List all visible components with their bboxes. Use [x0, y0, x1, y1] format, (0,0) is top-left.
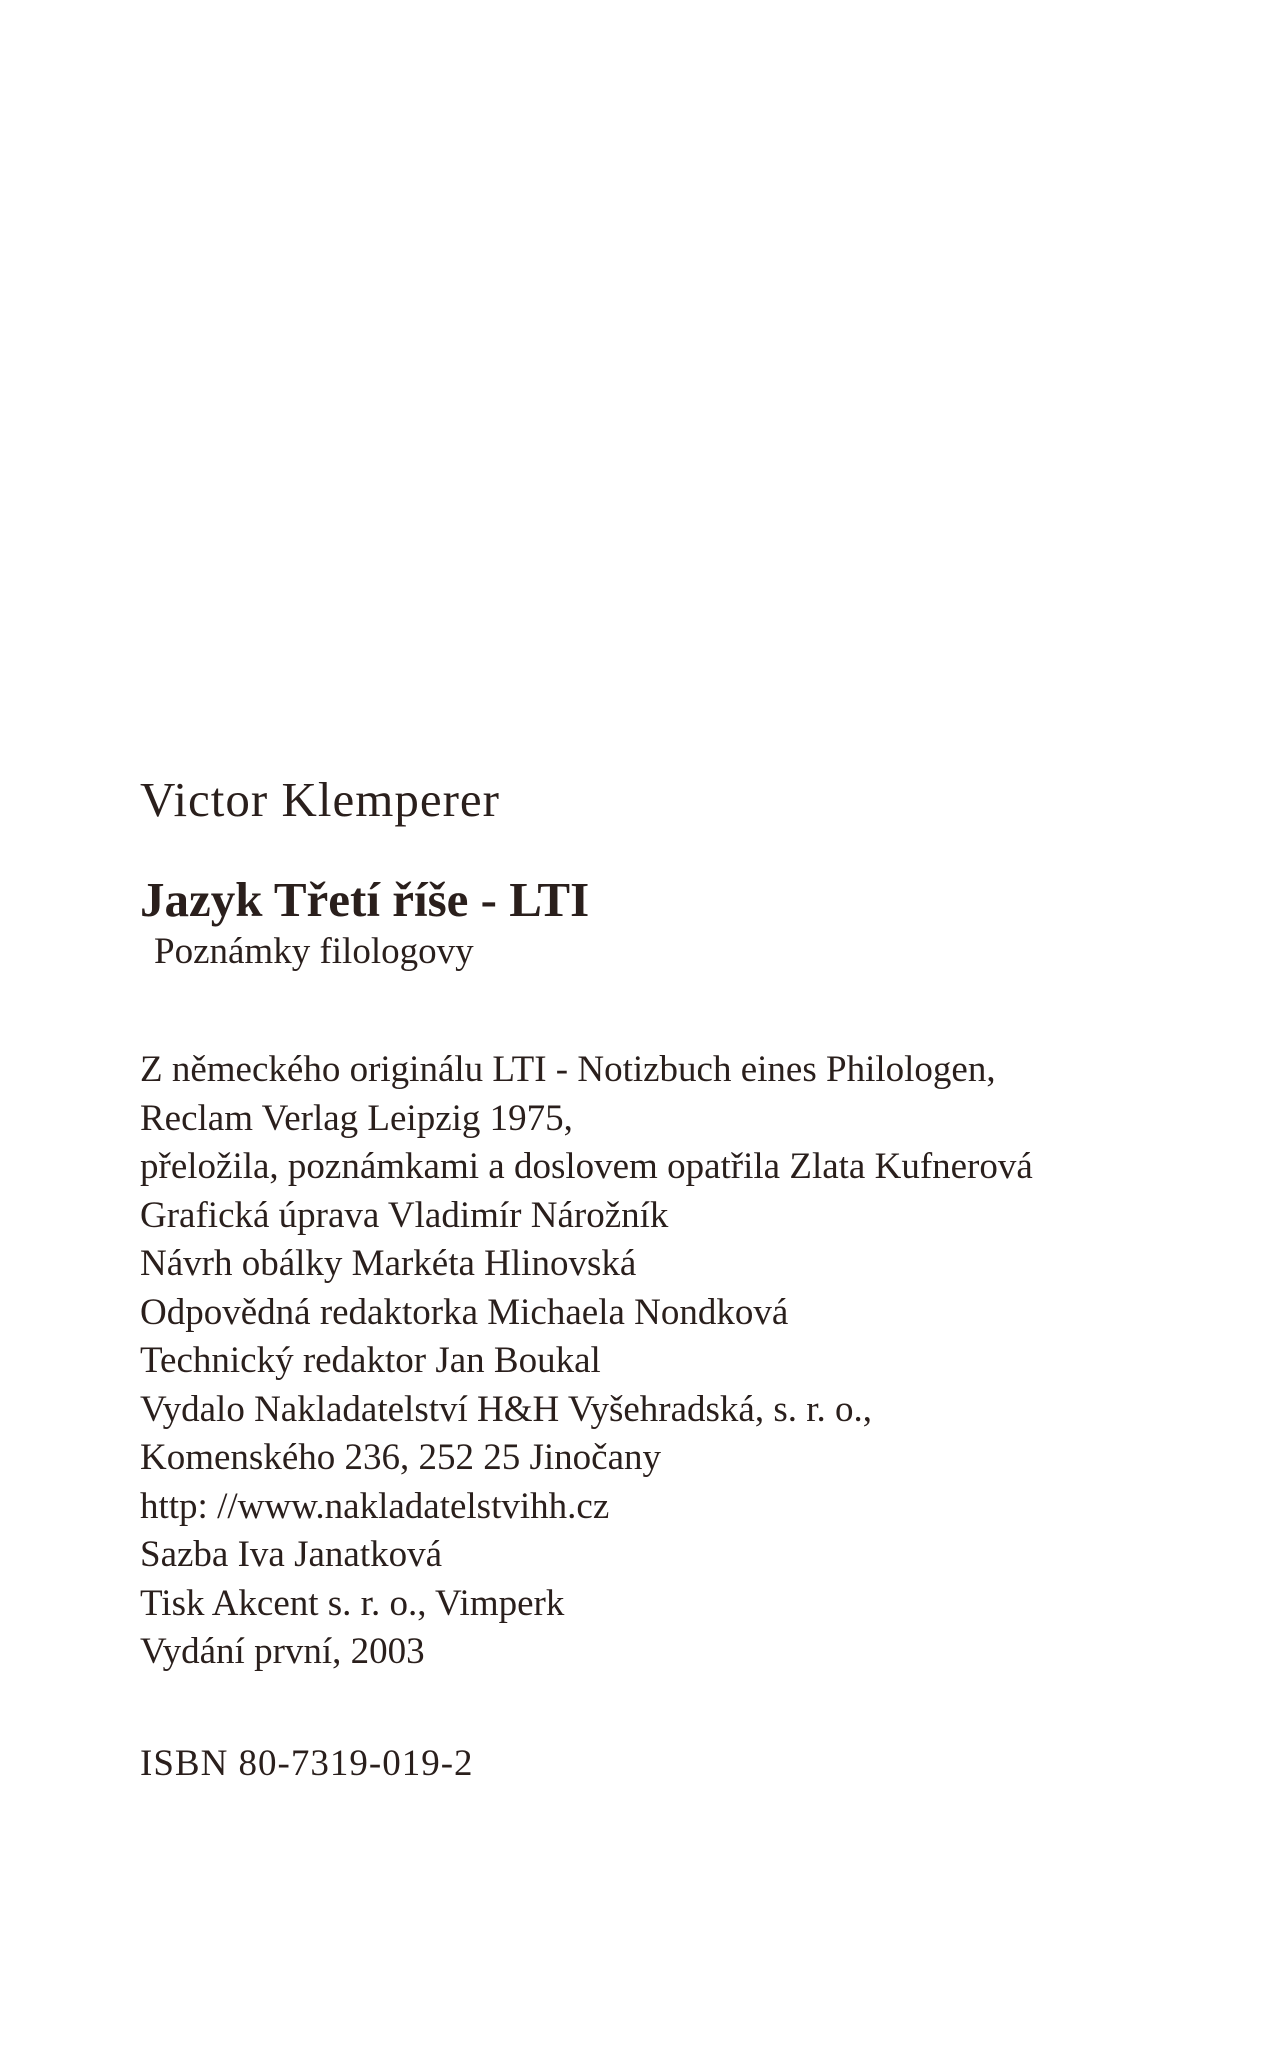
- credit-line-original: Z německého originálu LTI - Notizbuch eines Philologen,: [140, 1049, 996, 1090]
- book-subtitle: Poznámky filologovy: [154, 931, 474, 972]
- credit-line-technical-editor: Technický redaktor Jan Boukal: [140, 1340, 601, 1381]
- credit-line-website: http: //www.nakladatelstvihh.cz: [140, 1485, 610, 1527]
- credits-list: [140, 1046, 1240, 1677]
- credit-line-cover-design: Návrh obálky Markéta Hlinovská: [140, 1243, 637, 1284]
- credit-line-editor: Odpovědná redaktorka Michaela Nondková: [140, 1291, 789, 1333]
- credit-line-publisher-original: Reclam Verlag Leipzig 1975,: [140, 1097, 573, 1139]
- credit-line-typesetting: Sazba Iva Janatková: [140, 1534, 443, 1575]
- credit-line-print: Tisk Akcent s. r. o., Vimperk: [140, 1582, 565, 1624]
- credit-line-translator: přeložila, poznámkami a doslovem opatřila Zlata Kufnerová: [140, 1146, 1033, 1187]
- author-name: Victor Klemperer: [140, 772, 500, 827]
- credit-line-publisher: Vydalo Nakladatelství H&H Vyšehradská, s. r. o.,: [140, 1388, 873, 1430]
- credit-line-address: Komenského 236, 252 25 Jinočany: [140, 1437, 662, 1478]
- isbn: ISBN 80-7319-019-2: [140, 1742, 474, 1784]
- colophon: [140, 770, 1240, 1825]
- book-title: Jazyk Třetí říše - LTI: [140, 872, 590, 927]
- credit-line-edition: Vydání první, 2003: [140, 1631, 425, 1672]
- credit-line-graphic-design: Grafická úprava Vladimír Nárožník: [140, 1194, 669, 1236]
